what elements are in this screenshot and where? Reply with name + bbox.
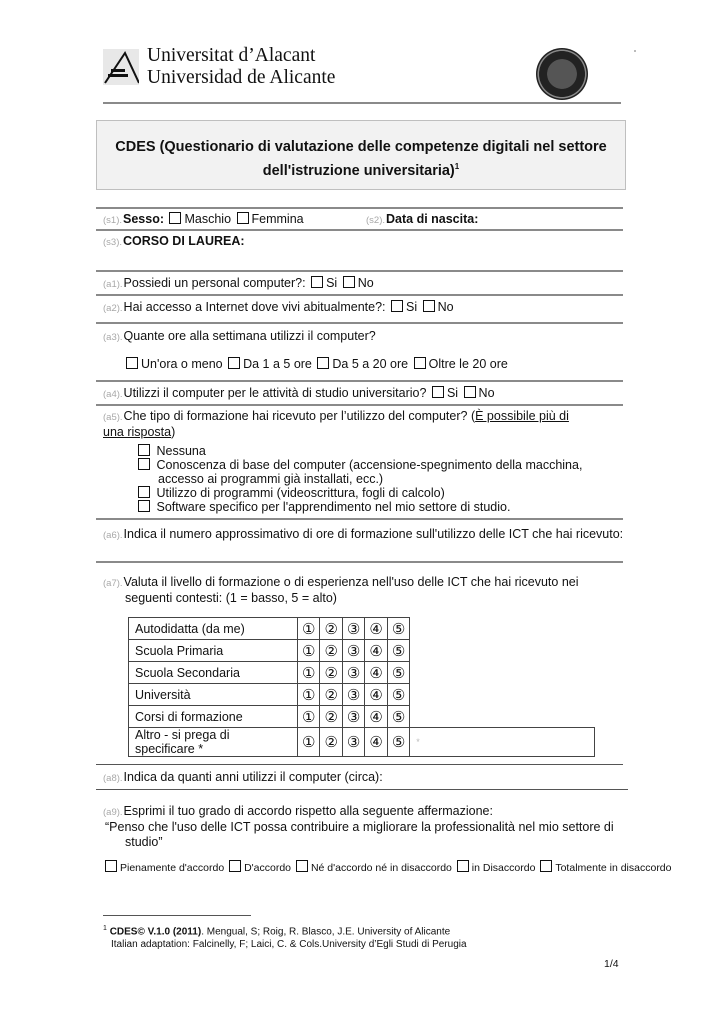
rating-option-1[interactable]: ①	[298, 706, 320, 728]
rating-option-2[interactable]: ②	[320, 640, 342, 662]
checkbox-a2-no[interactable]	[423, 300, 435, 312]
question-label: CORSO DI LAUREA:	[123, 234, 245, 248]
row-label: Corsi di formazione	[129, 706, 298, 728]
a9-options	[103, 860, 672, 874]
divider	[96, 764, 623, 765]
table-row	[129, 706, 595, 728]
checkbox-maschio[interactable]	[169, 212, 181, 224]
checkbox-a3-4[interactable]	[414, 357, 426, 369]
rating-option-5[interactable]: ⑤	[387, 640, 409, 662]
table-row	[129, 684, 595, 706]
table-row	[129, 618, 595, 640]
row-label: Scuola Secondaria	[129, 662, 298, 684]
question-a3	[103, 329, 376, 343]
option-label: Si	[446, 386, 459, 400]
rating-option-1[interactable]: ①	[298, 662, 320, 684]
rating-option-5[interactable]: ⑤	[387, 662, 409, 684]
empty-cell	[410, 706, 595, 728]
rating-option-4[interactable]: ④	[365, 706, 387, 728]
years-using-computer-field[interactable]	[360, 768, 620, 784]
checkbox-a9-2[interactable]	[229, 860, 241, 872]
option-label: Un'ora o meno	[141, 357, 223, 371]
option-label: in Disaccordo	[471, 862, 536, 874]
rating-option-2[interactable]: ②	[320, 706, 342, 728]
rating-option-1[interactable]: ①	[298, 684, 320, 706]
option-label: Femmina	[251, 212, 304, 226]
training-hours-field[interactable]	[103, 543, 623, 559]
question-text: Utilizzi il computer per le attività di studio universitario?	[123, 386, 427, 400]
divider	[96, 518, 623, 520]
rating-option-5[interactable]: ⑤	[387, 706, 409, 728]
rating-option-2[interactable]: ②	[320, 684, 342, 706]
empty-cell	[410, 662, 595, 684]
question-text: Esprimi il tuo grado di accordo rispetto alla seguente affermazione:	[123, 804, 493, 818]
option-label: Oltre le 20 ore	[428, 357, 508, 371]
rating-option-1[interactable]: ①	[298, 640, 320, 662]
divider	[96, 380, 623, 382]
scan-dot	[634, 50, 636, 52]
question-id: (a3).	[103, 332, 123, 343]
question-text: Possiedi un personal computer?:	[123, 276, 306, 290]
question-text: Valuta il livello di formazione o di esperienza nell'uso delle ICT che hai ricevuto nei	[123, 575, 579, 589]
question-id: (a9).	[103, 807, 123, 818]
page-title	[96, 120, 626, 190]
row-label: Altro - si prega di specificare *	[129, 728, 298, 757]
checkbox-a9-3[interactable]	[296, 860, 308, 872]
question-id: (s2).	[366, 215, 385, 226]
rating-option-1[interactable]: ①	[298, 618, 320, 640]
rating-option-4[interactable]: ④	[365, 728, 387, 757]
question-a6	[103, 527, 623, 541]
question-s1	[103, 212, 304, 226]
table-row	[129, 728, 595, 757]
option-label: Software specifico per l'apprendimento nel mio settore di studio.	[156, 500, 511, 514]
divider	[96, 404, 623, 406]
option-label: No	[357, 276, 374, 290]
checkbox-a3-3[interactable]	[317, 357, 329, 369]
rating-option-1[interactable]: ①	[298, 728, 320, 757]
checkbox-a4-si[interactable]	[432, 386, 444, 398]
option-label: Pienamente d'accordo	[120, 862, 225, 874]
option-label: Da 5 a 20 ore	[332, 357, 409, 371]
divider	[96, 229, 623, 231]
question-text: Hai accesso a Internet dove vivi abitualmente?:	[123, 300, 386, 314]
footnote-ref: 1	[454, 162, 460, 171]
rating-option-5[interactable]: ⑤	[387, 618, 409, 640]
row-label: Scuola Primaria	[129, 640, 298, 662]
empty-cell	[410, 684, 595, 706]
row-label: Autodidatta (da me)	[129, 618, 298, 640]
statement-quote: “Penso che l'uso delle ICT possa contribuire a migliorare la professionalità nel mio settore di	[105, 820, 614, 834]
footnote-authors: . Mengual, S; Roig, R. Blasco, J.E. University of Alicante	[201, 926, 451, 938]
rating-option-4[interactable]: ④	[365, 684, 387, 706]
option-label: Conoscenza di base del computer (accensione-spegnimento della macchina,	[156, 458, 583, 472]
university-seal-icon	[536, 48, 588, 100]
footnote-citation: CDES© V.1.0 (2011)	[109, 926, 202, 938]
question-s3	[103, 234, 245, 248]
a3-options	[124, 357, 508, 371]
table-row	[129, 640, 595, 662]
option-label: Nessuna	[156, 444, 206, 458]
title-line-1: CDES (Questionario di valutazione delle competenze digitali nel settore	[115, 139, 607, 155]
question-text: Indica il numero approssimativo di ore di formazione sull'utilizzo delle ICT che hai ricevuto:	[123, 527, 624, 541]
checkbox-a5-2[interactable]	[138, 458, 150, 470]
footnote-divider	[103, 915, 251, 916]
rating-table	[128, 617, 595, 757]
question-id: (s1).	[103, 215, 122, 226]
paren: )	[171, 425, 176, 439]
rating-option-4[interactable]: ④	[365, 640, 387, 662]
checkbox-a9-1[interactable]	[105, 860, 117, 872]
checkbox-a5-1[interactable]	[138, 444, 150, 456]
divider	[96, 322, 623, 324]
rating-option-5[interactable]: ⑤	[387, 728, 409, 757]
header-divider	[103, 102, 621, 104]
rating-option-2[interactable]: ②	[320, 618, 342, 640]
question-note: È possibile più di una risposta	[103, 409, 569, 439]
checkbox-a2-si[interactable]	[391, 300, 403, 312]
option-label: Si	[405, 300, 418, 314]
page-number: 1/4	[604, 958, 619, 970]
university-name-spanish: Universidad de Alicante	[147, 67, 336, 88]
question-s2	[366, 212, 478, 226]
checkbox-femmina[interactable]	[237, 212, 249, 224]
checkbox-a1-no[interactable]	[343, 276, 355, 288]
statement-quote-cont: studio”	[125, 835, 163, 849]
question-id: (s3).	[103, 237, 122, 248]
footnote-number: 1	[103, 925, 107, 932]
option-label: Né d'accordo né in disaccordo	[310, 862, 452, 874]
checkbox-a4-no[interactable]	[464, 386, 476, 398]
option-label: D'accordo	[244, 862, 292, 874]
question-id: (a6).	[103, 530, 123, 541]
question-a7	[103, 575, 579, 606]
birthdate-field[interactable]	[480, 210, 620, 228]
checkbox-a3-2[interactable]	[228, 357, 240, 369]
university-name-catalan: Universitat d’Alacant	[147, 45, 316, 66]
checkbox-a5-3[interactable]	[138, 486, 150, 498]
option-label: Da 1 a 5 ore	[243, 357, 312, 371]
question-label: Data di nascita:	[386, 212, 479, 226]
rating-option-3[interactable]: ③	[342, 662, 364, 684]
rating-option-3[interactable]: ③	[342, 640, 364, 662]
option-label: No	[437, 300, 454, 314]
divider	[96, 207, 623, 209]
checkbox-a9-4[interactable]	[457, 860, 469, 872]
row-label: Università	[129, 684, 298, 706]
question-label: Sesso:	[123, 212, 164, 226]
divider	[96, 294, 623, 296]
university-logo-icon	[103, 49, 139, 85]
question-text: Quante ore alla settimana utilizzi il computer?	[123, 329, 376, 343]
question-id: (a7).	[103, 578, 123, 589]
question-id: (a5).	[103, 412, 123, 423]
checkbox-a9-5[interactable]	[540, 860, 552, 872]
question-id: (a4).	[103, 389, 123, 400]
rating-option-3[interactable]: ③	[342, 706, 364, 728]
divider	[96, 789, 628, 790]
option-label: Totalmente in disaccordo	[555, 862, 672, 874]
question-id: (a8).	[103, 773, 123, 784]
checkbox-a5-4[interactable]	[138, 500, 150, 512]
question-a4	[103, 386, 495, 400]
rating-option-3[interactable]: ③	[342, 618, 364, 640]
option-label: Si	[326, 276, 338, 290]
question-a1	[103, 276, 374, 290]
rating-option-3[interactable]: ③	[342, 728, 364, 757]
checkbox-a3-1[interactable]	[126, 357, 138, 369]
rating-option-5[interactable]: ⑤	[387, 684, 409, 706]
checkbox-a1-si[interactable]	[311, 276, 323, 288]
table-row	[129, 662, 595, 684]
option-label-cont: accesso ai programmi già installati, ecc.)	[158, 472, 384, 486]
divider	[96, 270, 623, 272]
question-id: (a2).	[103, 303, 123, 314]
option-label: Utilizzo di programmi (videoscrittura, fogli di calcolo)	[156, 486, 445, 500]
option-label: No	[478, 386, 495, 400]
question-id: (a1).	[103, 279, 123, 290]
rating-option-2[interactable]: ②	[320, 662, 342, 684]
footnote-adaptation: Italian adaptation: Falcinelly, F; Laici, C. & Cols.University d’Egli Studi di Perugia	[111, 939, 467, 951]
rating-option-3[interactable]: ③	[342, 684, 364, 706]
rating-option-2[interactable]: ②	[320, 728, 342, 757]
empty-cell	[410, 618, 595, 640]
option-label: Maschio	[184, 212, 232, 226]
footnote	[103, 922, 467, 951]
title-line-2: dell'istruzione universitaria)	[262, 162, 455, 179]
question-a8	[103, 770, 383, 784]
question-text: Che tipo di formazione hai ricevuto per l’utilizzo del computer? (	[123, 409, 476, 423]
empty-cell	[410, 640, 595, 662]
a5-options	[136, 444, 582, 514]
degree-course-field[interactable]	[103, 250, 623, 268]
question-text-cont: seguenti contesti: (1 = basso, 5 = alto)	[125, 591, 337, 605]
question-a9	[103, 804, 614, 850]
rating-option-4[interactable]: ④	[365, 662, 387, 684]
rating-option-4[interactable]: ④	[365, 618, 387, 640]
question-a2	[103, 300, 454, 314]
divider	[96, 561, 623, 563]
specify-other-field[interactable]: *	[410, 728, 595, 757]
question-a5	[103, 409, 593, 440]
question-text: Indica da quanti anni utilizzi il computer (circa):	[123, 770, 383, 784]
